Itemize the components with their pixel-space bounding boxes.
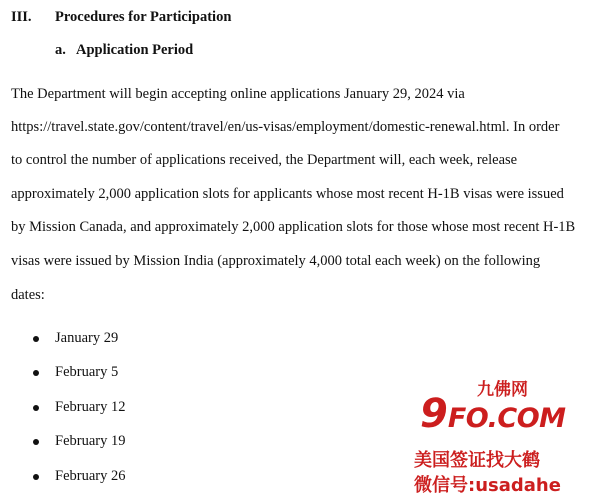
section-number: III.: [11, 9, 32, 25]
paragraph-line: The Department will begin accepting online applications January 29, 2024 via: [11, 86, 465, 102]
bullet-icon: [33, 405, 39, 411]
date-text: February 5: [55, 364, 119, 380]
subsection-title: Application Period: [76, 42, 194, 58]
watermark-site-name: 九佛网: [477, 380, 528, 400]
subsection-letter: a.: [55, 42, 66, 58]
watermark-logo-text: FO.COM: [447, 403, 566, 434]
date-text: February 26: [55, 468, 126, 484]
watermark-logo: [420, 391, 566, 437]
paragraph-line: to control the number of applications received, the Department will, each week, release: [11, 152, 518, 168]
paragraph-line-link: https://travel.state.gov/content/travel/en/us-visas/employment/domestic-renewal.html. In order: [11, 119, 560, 135]
watermark-line-2: 微信号:usadahe: [414, 475, 561, 496]
paragraph-line: visas were issued by Mission India (approximately 4,000 total each week) on the following: [11, 253, 541, 269]
paragraph-line: by Mission Canada, and approximately 2,000 application slots for those whose most recent H-1B: [11, 219, 576, 235]
date-text: January 29: [55, 330, 119, 346]
date-text: February 12: [55, 399, 126, 415]
date-text: February 19: [55, 433, 126, 449]
watermark-line-1: 美国签证找大鹤: [414, 450, 540, 471]
section-title: Procedures for Participation: [55, 9, 232, 25]
paragraph-line: dates:: [11, 287, 45, 303]
paragraph-line: approximately 2,000 application slots for applicants whose most recent H-1B visas were issued: [11, 186, 564, 202]
watermark-logo-digit: 9: [420, 391, 448, 437]
bullet-icon: [33, 336, 39, 342]
bullet-icon: [33, 370, 39, 376]
bullet-icon: [33, 439, 39, 445]
watermark: [410, 378, 600, 503]
bullet-icon: [33, 474, 39, 480]
